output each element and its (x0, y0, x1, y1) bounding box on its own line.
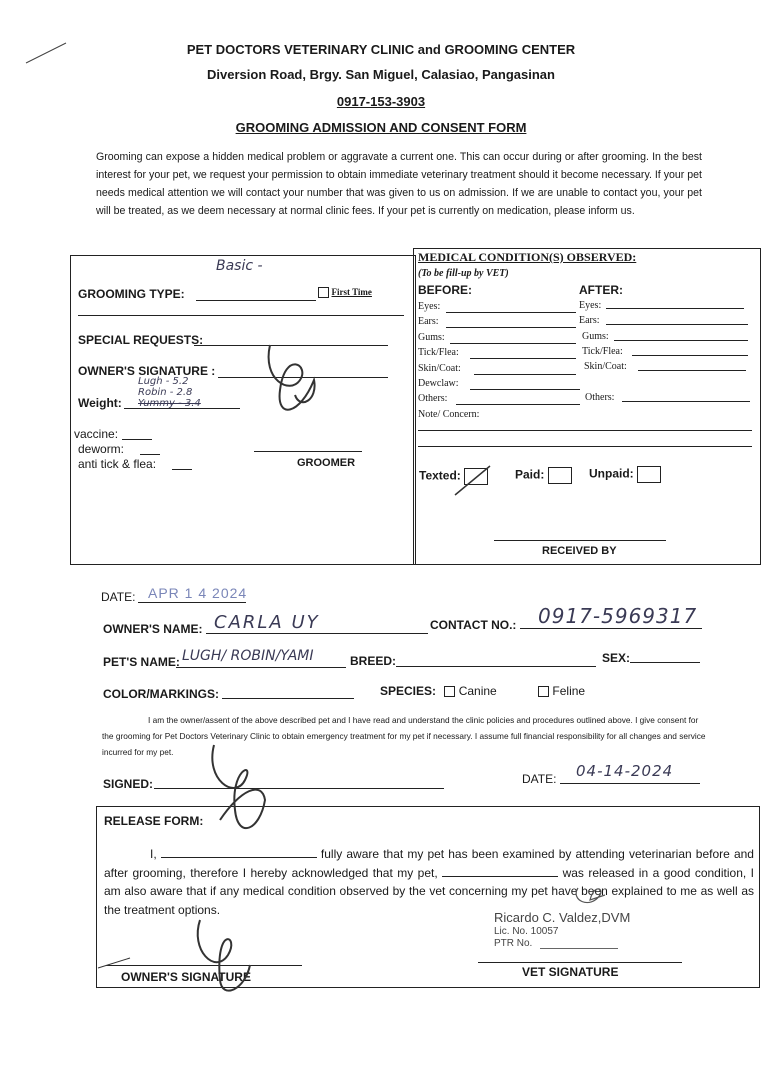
pet-name-label: PET'S NAME: (103, 655, 180, 669)
texted-label: Texted: (419, 468, 461, 483)
before-skincoat-label: Skin/Coat: (418, 363, 461, 374)
texted-check-mark (455, 466, 490, 495)
before-label: BEFORE: (418, 283, 472, 297)
release-stroke (98, 958, 130, 968)
after-gums-label: Gums: (582, 331, 609, 342)
before-dewclaw-label: Dewclaw: (418, 378, 459, 389)
grooming-type-label: GROOMING TYPE: (78, 287, 185, 301)
intro-paragraph: Grooming can expose a hidden medical problem or aggravate a current one. This can occur during or after grooming. In the best interest for your pet, we request your permission to obtain immediate veterinary treatment should it become necessary. If your pet needs medical attention we will contact your number that was given to us on admission. If we are unable to contact you, your pet will be treated, as we deem necessary at normal clinic fees. If your pet is currently on medication, please inform us. (96, 151, 702, 217)
color-label: COLOR/MARKINGS: (103, 687, 219, 701)
groomer-label: GROOMER (297, 457, 356, 469)
after-eyes-label: Eyes: (579, 300, 602, 311)
medical-title: MEDICAL CONDITION(S) OBSERVED: (418, 250, 637, 264)
owner-name-value[interactable]: CARLA UY (214, 612, 320, 633)
note-concern-label: Note/ Concern: (418, 409, 480, 420)
received-by-label: RECEIVED BY (542, 545, 617, 557)
before-gums-label: Gums: (418, 332, 445, 343)
margin-mark (26, 43, 66, 63)
date-label: DATE: (101, 590, 136, 604)
weight-robin: Robin - 2.8 (138, 387, 193, 398)
clinic-address: Diversion Road, Brgy. San Miguel, Calasiao, Pangasinan (207, 67, 555, 82)
owner-release-sign-label: OWNER'S SIGNATURE (121, 970, 251, 984)
unpaid-label: Unpaid: (589, 466, 634, 481)
species-label: SPECIES: (380, 684, 437, 698)
vet-initials-mark (576, 888, 605, 903)
feline-label: Feline (552, 684, 586, 698)
weight-lugh: Lugh - 5.2 (138, 376, 189, 387)
release-text-1: I, (150, 847, 157, 861)
form-title: GROOMING ADMISSION AND CONSENT FORM (235, 120, 527, 135)
owner-signature-label: OWNER'S SIGNATURE : (78, 364, 216, 378)
first-time-label: First Time (331, 287, 372, 297)
after-label: AFTER: (579, 283, 623, 297)
sex-label: SEX: (602, 651, 631, 665)
signed-date-label: DATE: (522, 772, 557, 786)
before-ears-label: Ears: (418, 316, 439, 327)
after-others-label: Others: (585, 392, 615, 403)
vaccine-label: vaccine: (74, 427, 119, 441)
special-requests-label: SPECIAL REQUESTS: (78, 333, 204, 347)
weight-label: Weight: (78, 396, 122, 410)
vet-ptr-no: PTR No. (494, 938, 533, 949)
signed-date-value[interactable]: 04-14-2024 (576, 762, 674, 780)
medical-subtitle: (To be fill-up by VET) (418, 268, 509, 279)
after-ears-label: Ears: (579, 315, 600, 326)
release-owner-signature-mark (198, 920, 250, 991)
release-text-3: was released in a good condition, I am also aware that if any medical condition observed by the vet concerning my pet have been explained to me as well as the treatment options. (104, 865, 754, 917)
deworm-label: deworm: (78, 442, 125, 456)
pet-name-value[interactable]: LUGH/ ROBIN/YAMI (182, 648, 314, 664)
breed-label: BREED: (350, 654, 397, 668)
antitick-label: anti tick & flea: (78, 457, 157, 471)
after-tickflea-label: Tick/Flea: (582, 346, 623, 357)
after-skincoat-label: Skin/Coat: (584, 361, 627, 372)
signed-signature-mark (212, 745, 265, 828)
vet-sign-label: VET SIGNATURE (522, 965, 619, 979)
before-others-label: Others: (418, 393, 448, 404)
owner-name-label: OWNER'S NAME: (103, 622, 203, 636)
grooming-type-value[interactable]: Basic - (216, 258, 263, 274)
contact-value[interactable]: 0917-5969317 (538, 604, 698, 628)
vet-lic-no: Lic. No. 10057 (494, 926, 559, 937)
consent-paragraph: I am the owner/assent of the above described pet and I have read and understand the clinic policies and procedures outlined above. I give consent for the grooming for Pet Doctors Veterinary Clinic to obtain emergency treatment for my pet if necessary. I assume full financial responsibility for all changes and service incurred for my pet. (102, 715, 706, 757)
canine-label: Canine (458, 684, 497, 698)
clinic-name: PET DOCTORS VETERINARY CLINIC and GROOMING CENTER (186, 42, 576, 57)
before-tickflea-label: Tick/Flea: (418, 347, 459, 358)
weight-yummy: Yummy - 3.4 (138, 398, 201, 409)
paid-label: Paid: (515, 467, 545, 482)
contact-label: CONTACT NO.: (430, 618, 517, 632)
signed-label: SIGNED: (103, 777, 154, 791)
date-stamp[interactable]: APR 1 4 2024 (148, 585, 248, 601)
before-eyes-label: Eyes: (418, 301, 441, 312)
owner-signature-mark-1 (269, 345, 315, 410)
release-text-2: fully aware that my pet has been examined by attending veterinarian before and after grooming, therefore I hereby acknowledged that my pet, (104, 847, 754, 880)
release-title: RELEASE FORM: (104, 814, 204, 828)
vet-name: Ricardo C. Valdez,DVM (494, 910, 631, 925)
clinic-phone: 0917-153-3903 (336, 94, 426, 109)
